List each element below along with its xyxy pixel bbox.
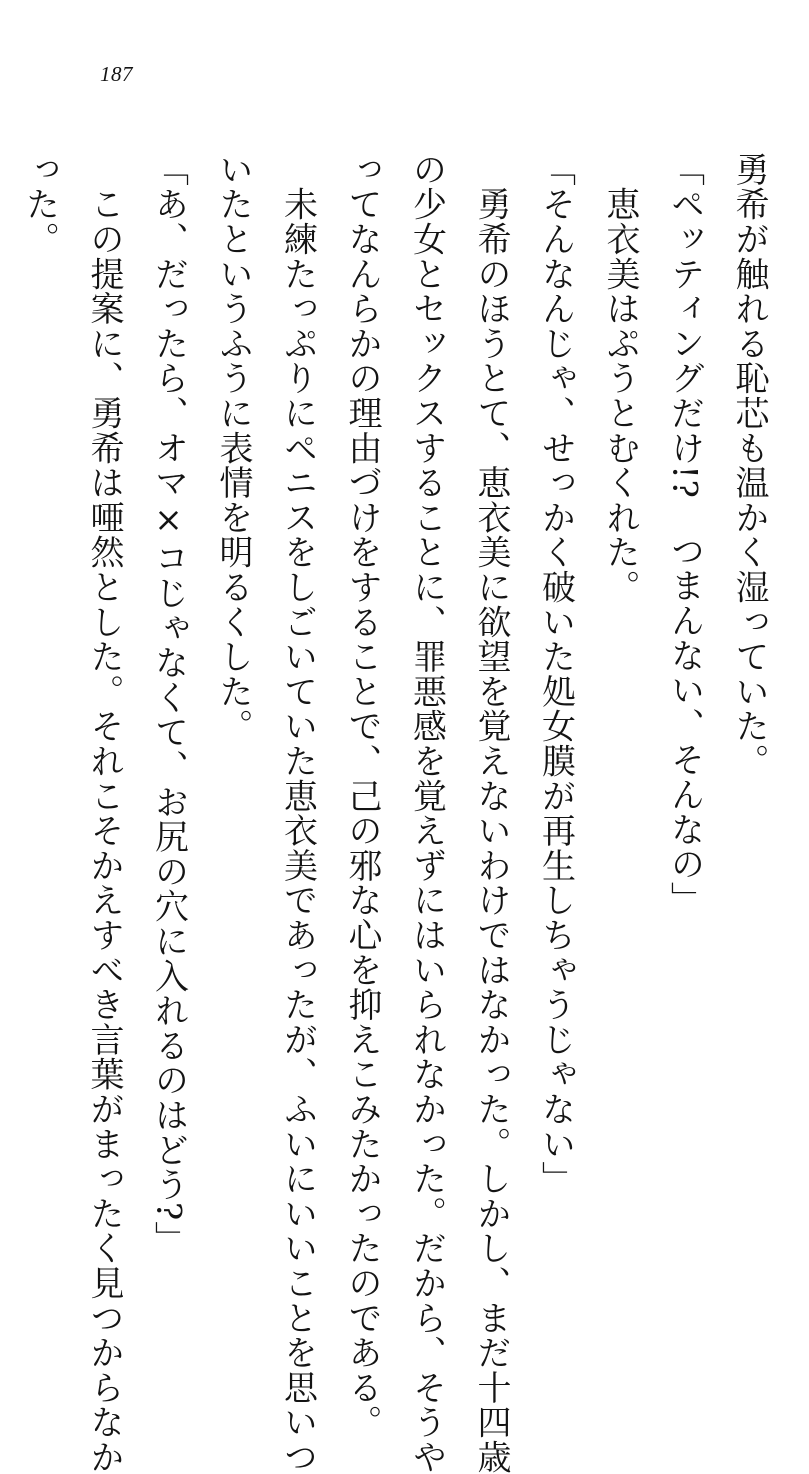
text-line: った。 bbox=[19, 152, 60, 257]
text-line: 「そんなんじゃ、せっかく破いた処女膜が再生しちゃうじゃない」 bbox=[535, 152, 576, 1196]
text-line: この提案に、勇希は唖然とした。それこそかえすべき言葉がまったく見つからなか bbox=[84, 152, 124, 1474]
text-line: 恵衣美はぷうとむくれた。 bbox=[600, 152, 640, 605]
text-line: 「あ、だったら、オマ×コじゃなくて、お尻の穴に入れるのはどう?」 bbox=[148, 152, 189, 1256]
text-line: 勇希のほうとて、恵衣美に欲望を覚えないわけではなかった。しかし、まだ十四歳 bbox=[471, 152, 511, 1474]
text-line: ってなんらかの理由づけをすることで、己の邪な心を抑えこみたかったのである。 bbox=[342, 152, 382, 1440]
text-line: いたというふうに表情を明るくした。 bbox=[213, 152, 253, 744]
body-text bbox=[0, 152, 781, 1474]
text-line: 「ペッティングだけ!? つまんない、そんなの」 bbox=[664, 152, 705, 917]
text-line: の少女とセックスすることに、罪悪感を覚えずにはいられなかった。だから、そうや bbox=[406, 152, 447, 1474]
text-line: 未練たっぷりにペニスをしごいていた恵衣美であったが、ふいにいいことを思いつ bbox=[277, 152, 318, 1474]
text-line bbox=[0, 152, 7, 1152]
text-line: 勇希が触れる恥芯も温かく湿っていた。 bbox=[729, 152, 769, 779]
page-number: 187 bbox=[100, 62, 133, 86]
